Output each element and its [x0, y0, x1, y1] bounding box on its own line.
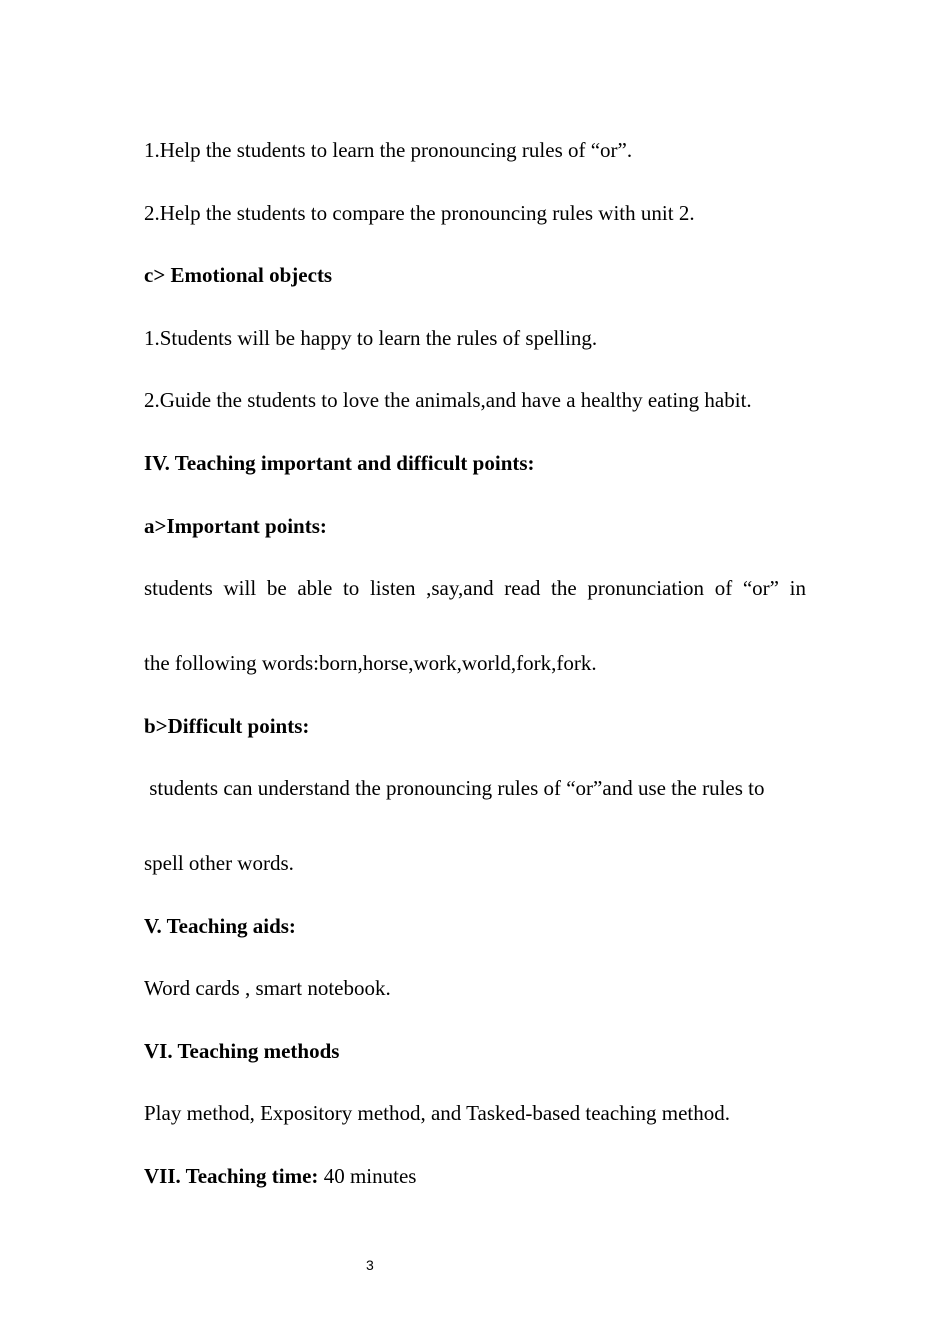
section-vii-line: [144, 1163, 416, 1189]
emotional-objects-heading: c> Emotional objects: [144, 263, 333, 287]
objective-1: 1.Help the students to learn the pronouncing rules of “or”.: [144, 138, 633, 162]
important-points-heading: a>Important points:: [144, 514, 327, 538]
teaching-time-value: 40 minutes: [318, 1164, 417, 1188]
section-v-heading: V. Teaching aids:: [144, 914, 296, 938]
difficult-points-text-line-2: spell other words.: [144, 851, 294, 875]
teaching-aids-text: Word cards , smart notebook.: [144, 976, 391, 1000]
difficult-points-text-line-1: students can understand the pronouncing rules of “or”and use the rules to: [144, 776, 765, 800]
section-iv-heading: IV. Teaching important and difficult points:: [144, 451, 535, 475]
emotional-objective-2: 2.Guide the students to love the animals,and have a healthy eating habit.: [144, 388, 752, 412]
section-vi-heading: VI. Teaching methods: [144, 1039, 340, 1063]
objective-2: 2.Help the students to compare the pronouncing rules with unit 2.: [144, 201, 695, 225]
page-number: 3: [366, 1257, 374, 1273]
teaching-methods-text: Play method, Expository method, and Tasked-based teaching method.: [144, 1101, 731, 1125]
section-vii-label: VII. Teaching time:: [144, 1164, 319, 1188]
emotional-objective-1: 1.Students will be happy to learn the rules of spelling.: [144, 326, 598, 350]
important-points-text-line-2: the following words:born,horse,work,world,fork,fork.: [144, 651, 597, 675]
difficult-points-heading: b>Difficult points:: [144, 714, 310, 738]
important-points-text-line-1: students will be able to listen ,say,and read the pronunciation of “or” in: [144, 576, 806, 600]
